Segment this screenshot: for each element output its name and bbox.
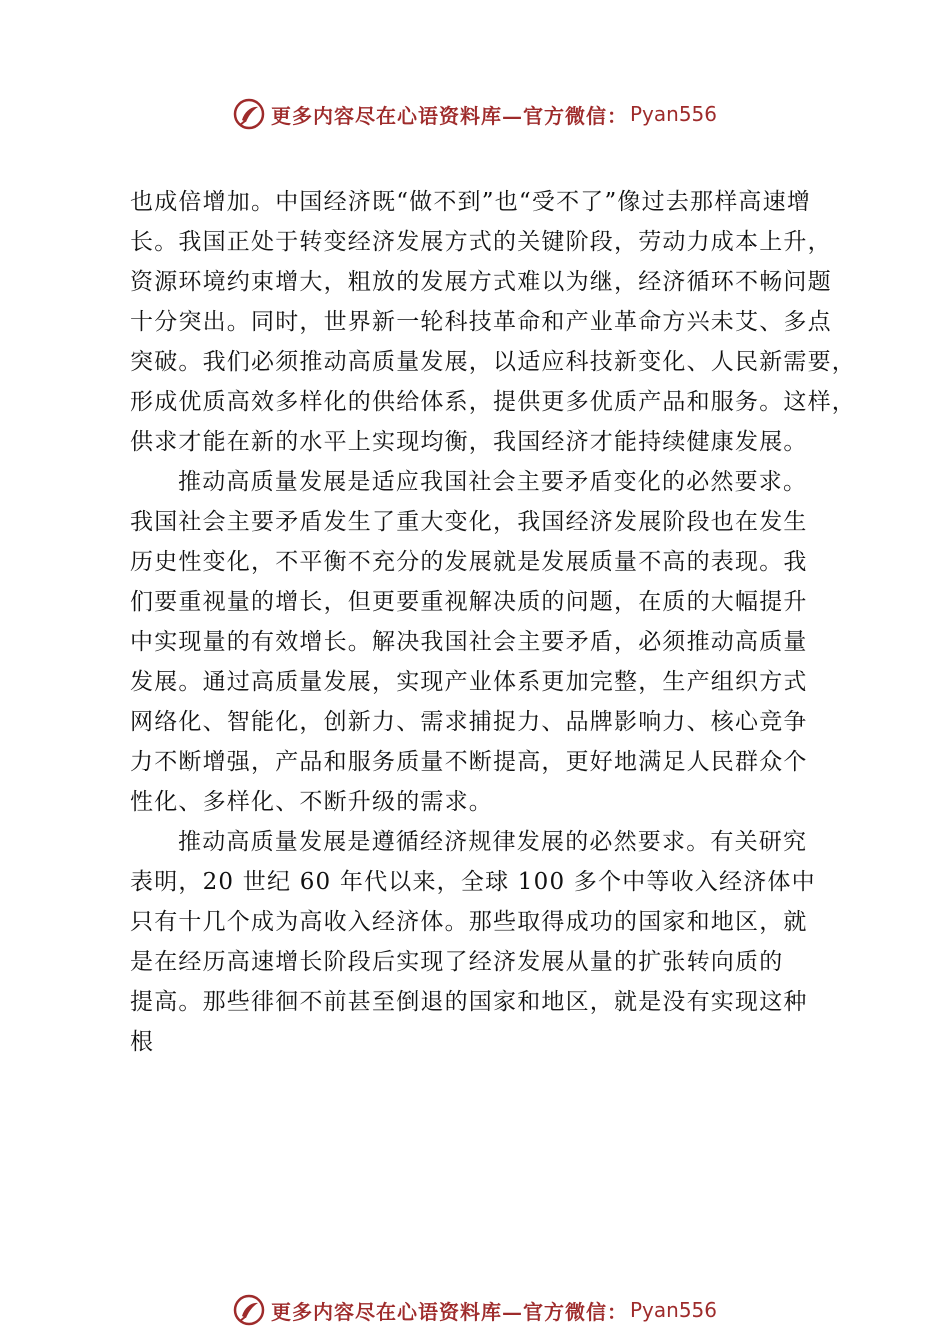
header-banner (0, 94, 950, 134)
text-line: 发展。通过高质量发展，实现产业体系更加完整，生产组织方式 (130, 669, 808, 695)
text-line: 十分突出。同时，世界新一轮科技革命和产业革命方兴未艾、多点 (130, 309, 832, 335)
header-brand-text: 更多内容尽在心语资料库—官方微信： (270, 103, 628, 128)
brand-logo-icon (233, 98, 265, 130)
text-line: 力不断增强，产品和服务质量不断提高，更好地满足人民群众个 (130, 749, 808, 775)
text-line: 性化、多样化、不断升级的需求。 (130, 789, 493, 815)
text-line: 长。我国正处于转变经济发展方式的关键阶段，劳动力成本上升， (130, 229, 832, 255)
footer-banner (0, 1290, 950, 1330)
text-line: 网络化、智能化，创新力、需求捕捉力、品牌影响力、核心竞争 (130, 709, 808, 735)
text-line: 是在经历高速增长阶段后实现了经济发展从量的扩张转向质的 (130, 949, 784, 975)
text-line: 们要重视量的增长，但更要重视解决质的问题，在质的大幅提升 (130, 589, 808, 615)
text-line: 突破。我们必须推动高质量发展，以适应科技新变化、人民新需要， (130, 349, 856, 375)
text-line: 表明，20 世纪 60 年代以来，全球 100 多个中等收入经济体中 (130, 869, 816, 895)
text-line: 提高。那些徘徊不前甚至倒退的国家和地区，就是没有实现这种 (130, 989, 808, 1015)
text-line: 只有十几个成为高收入经济体。那些取得成功的国家和地区，就 (130, 909, 808, 935)
text-line: 根 (130, 1029, 155, 1055)
footer-wechat-id: Pyan556 (629, 1298, 717, 1322)
text-line: 我国社会主要矛盾发生了重大变化，我国经济发展阶段也在发生 (130, 509, 808, 535)
document-body (130, 182, 860, 1062)
text-line: 资源环境约束增大，粗放的发展方式难以为继，经济循环不畅问题 (130, 269, 832, 295)
paragraph-first-line: 推动高质量发展是遵循经济规律发展的必然要求。有关研究 (178, 829, 808, 855)
text-line: 形成优质高效多样化的供给体系，提供更多优质产品和服务。这样， (130, 389, 856, 415)
brand-logo-icon (233, 1294, 265, 1326)
text-line: 供求才能在新的水平上实现均衡，我国经济才能持续健康发展。 (130, 429, 808, 455)
text-line: 中实现量的有效增长。解决我国社会主要矛盾，必须推动高质量 (130, 629, 808, 655)
paragraph-first-line: 推动高质量发展是适应我国社会主要矛盾变化的必然要求。 (178, 469, 808, 495)
header-wechat-id: Pyan556 (629, 102, 717, 126)
text-line: 也成倍增加。中国经济既“做不到”也“受不了”像过去那样高速增 (130, 189, 812, 215)
footer-brand-text: 更多内容尽在心语资料库—官方微信： (270, 1299, 628, 1324)
text-line: 历史性变化，不平衡不充分的发展就是发展质量不高的表现。我 (130, 549, 808, 575)
